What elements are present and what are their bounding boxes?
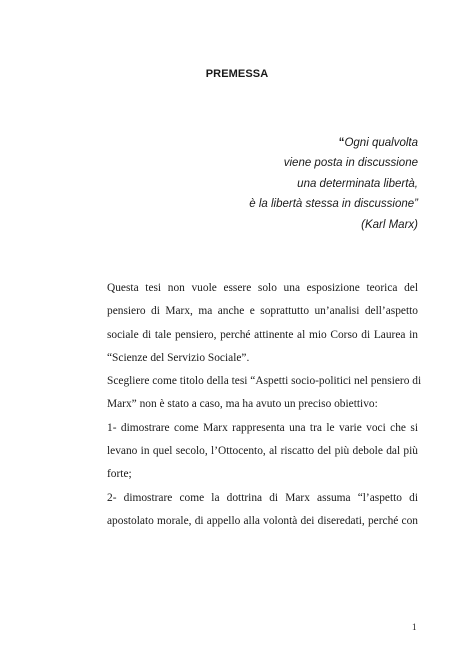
body-line: 1- dimostrare come Marx rappresenta una tra le varie voci che si <box>107 421 418 434</box>
body-line: “Scienze del Servizio Sociale”. <box>107 351 250 364</box>
epigraph-attribution: (Karl Marx) <box>361 218 418 231</box>
body-line: sociale di tale pensiero, perché attinente al mio Corso di Laurea in <box>107 328 418 341</box>
body-line: Marx” non è stato a caso, ma ha avuto un preciso obiettivo: <box>107 398 378 411</box>
epigraph-line-1 <box>249 133 418 153</box>
epigraph-line-1-text: Ogni qualvolta <box>344 137 418 149</box>
epigraph-line-2: viene posta in discussione <box>283 157 418 170</box>
epigraph-line-4: è la libertà stessa in discussione” <box>249 198 418 211</box>
page-number: 1 <box>412 622 417 632</box>
epigraph-line-3: una determinata libertà, <box>297 177 418 190</box>
body-line: Scegliere come titolo della tesi “Aspetti socio-politici nel pensiero di <box>107 375 422 388</box>
epigraph-open-quote: “ <box>338 137 345 149</box>
body-line: forte; <box>107 468 132 481</box>
page-title: PREMESSA <box>205 68 269 80</box>
body-line: pensiero di Marx, ma anche e soprattutto un’analisi dell’aspetto <box>107 305 418 318</box>
body-line: levano in quel secolo, l’Ottocento, al riscatto del più debole dal più <box>107 445 418 458</box>
body-line: 2- dimostrare come la dottrina di Marx assuma “l’aspetto di <box>107 491 418 504</box>
body-line: Questa tesi non vuole essere solo una esposizione teorica del <box>107 282 418 294</box>
body-text <box>107 277 422 533</box>
body-line: apostolato morale, di appello alla volontà dei diseredati, perché con <box>107 514 418 527</box>
epigraph-quote <box>249 133 418 235</box>
